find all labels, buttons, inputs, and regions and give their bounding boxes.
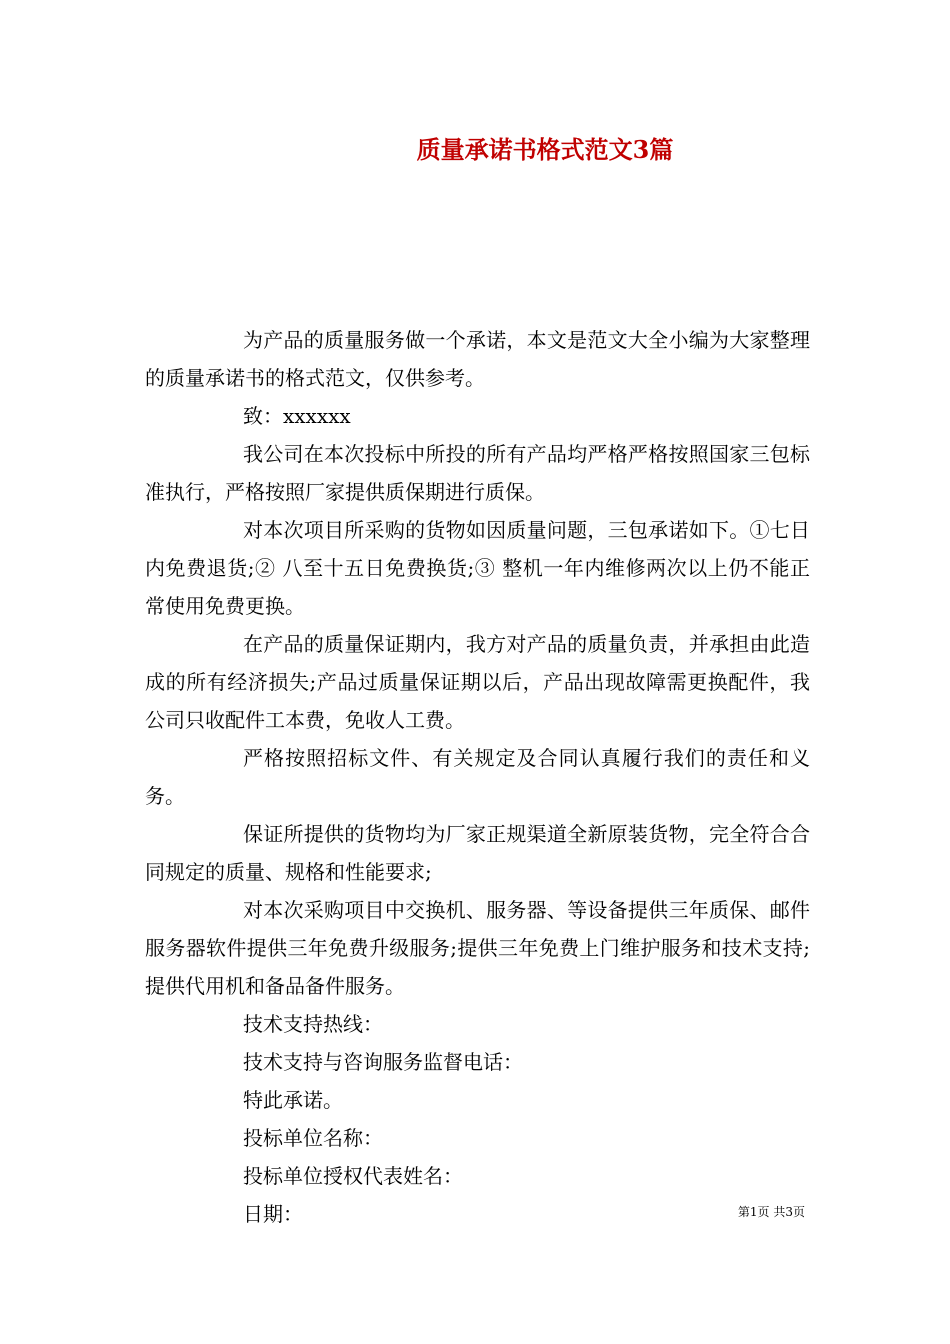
commitment-paragraph-three-guarantees: 对本次项目所采购的货物如因质量问题，三包承诺如下。①七日内免费退货;② 八至十五日免费换货;③ 整机一年内维修两次以上仍不能正常使用免费更换。 xyxy=(145,518,810,618)
commitment-paragraph-standard: 我公司在本次投标中所投的所有产品均严格严格按照国家三包标准执行，严格按照厂家提供质保期进行质保。 xyxy=(145,442,810,504)
bidder-representative-line: 投标单位授权代表姓名： xyxy=(243,1164,463,1188)
bidder-name-line: 投标单位名称： xyxy=(243,1126,383,1150)
intro-paragraph: 为产品的质量服务做一个承诺，本文是范文大全小编为大家整理的质量承诺书的格式范文，仅供参考。 xyxy=(145,328,810,390)
commitment-paragraph-warranty-period: 在产品的质量保证期内，我方对产品的质量负责，并承担由此造成的所有经济损失;产品过质量保证期以后，产品出现故障需更换配件，我公司只收配件工本费，免收人工费。 xyxy=(145,632,810,732)
document-title: 质量承诺书格式范文3篇 xyxy=(416,135,674,164)
commitment-paragraph-equipment: 对本次采购项目中交换机、服务器、等设备提供三年质保、邮件服务器软件提供三年免费升级服务;提供三年免费上门维护服务和技术支持;提供代用机和备品备件服务。 xyxy=(145,898,810,998)
closing-statement: 特此承诺。 xyxy=(243,1088,343,1112)
commitment-paragraph-contract: 严格按照招标文件、有关规定及合同认真履行我们的责任和义务。 xyxy=(145,746,810,808)
support-hotline-line: 技术支持热线： xyxy=(243,1012,383,1036)
date-line: 日期： xyxy=(243,1202,303,1226)
page-number-footer: 第1页 共3页 xyxy=(737,1205,805,1219)
commitment-paragraph-goods: 保证所提供的货物均为厂家正规渠道全新原装货物，完全符合合同规定的质量、规格和性能要求; xyxy=(145,822,810,884)
supervision-phone-line: 技术支持与咨询服务监督电话： xyxy=(243,1050,523,1074)
document-body xyxy=(145,321,810,1233)
addressee-line: 致：xxxxxx xyxy=(243,404,351,428)
